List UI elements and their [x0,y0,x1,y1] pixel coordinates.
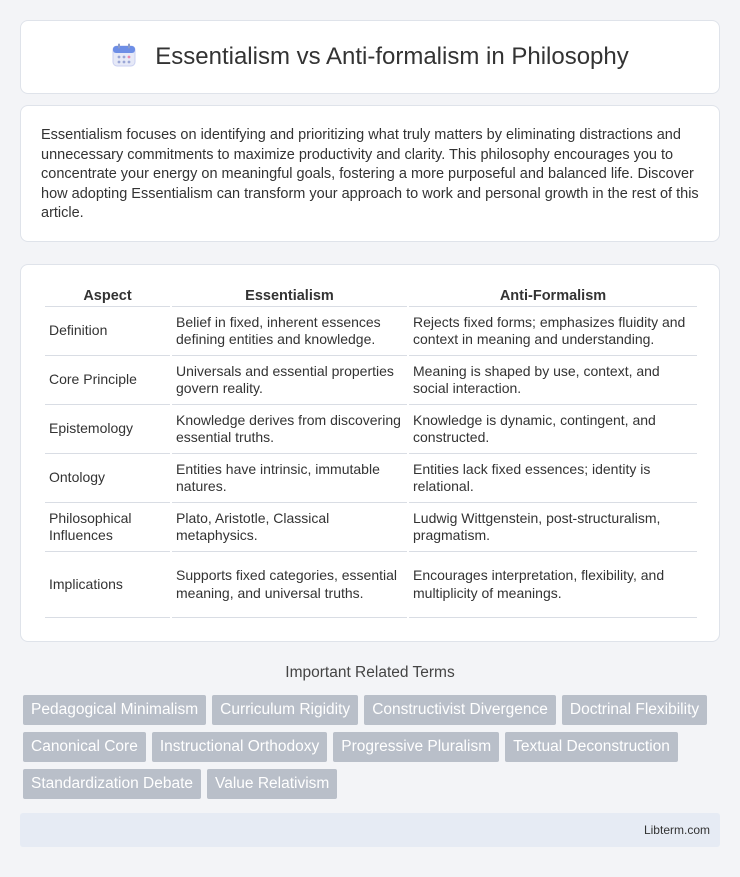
calendar-icon [111,42,137,73]
header-essentialism: Essentialism [172,285,407,307]
related-terms-list [23,695,723,799]
row-anti-formalism: Entities lack fixed essences; identity is relational. [409,454,697,503]
intro-text: Essentialism focuses on identifying and prioritizing what truly matters by eliminating distractions and unnecessary commitments to maximize productivity and clarity. This philosophy encourages you to concentrate your energy on meaningful goals, fostering a more purposeful and balanced life. Discover how adopting Essentialism can transform your approach to work and personal growth in the rest of this article. [41,127,699,222]
related-term-tag[interactable]: Canonical Core [23,732,146,762]
header-aspect: Aspect [45,285,170,307]
table-row [45,405,697,454]
related-term-tag[interactable]: Textual Deconstruction [505,732,678,762]
related-term-tag[interactable]: Curriculum Rigidity [212,695,358,725]
row-essentialism: Supports fixed categories, essential meaning, and universal truths. [172,552,407,618]
footer-site-link[interactable]: Libterm.com [643,823,710,837]
related-term-tag[interactable]: Pedagogical Minimalism [23,695,206,725]
table-row [45,356,697,405]
table-header-row [45,285,697,307]
footer [20,813,720,847]
row-aspect: Implications [45,552,170,618]
row-aspect: Epistemology [45,405,170,454]
header-card [20,20,720,94]
row-essentialism: Belief in fixed, inherent essences defining entities and knowledge. [172,307,407,356]
row-essentialism: Entities have intrinsic, immutable natures. [172,454,407,503]
row-anti-formalism: Knowledge is dynamic, contingent, and constructed. [409,405,697,454]
table-row [45,503,697,552]
row-aspect: Core Principle [45,356,170,405]
intro-card [20,105,720,242]
row-anti-formalism: Encourages interpretation, flexibility, and multiplicity of meanings. [409,552,697,618]
related-term-tag[interactable]: Instructional Orthodoxy [152,732,327,762]
page-title: Essentialism vs Anti-formalism in Philosophy [155,43,629,70]
related-term-tag[interactable]: Value Relativism [207,769,337,799]
table-row [45,552,697,618]
table-row [45,454,697,503]
row-essentialism: Plato, Aristotle, Classical metaphysics. [172,503,407,552]
row-aspect: Philosophical Influences [45,503,170,552]
related-terms-title: Important Related Terms [285,664,455,681]
related-term-tag[interactable]: Standardization Debate [23,769,201,799]
related-term-tag[interactable]: Doctrinal Flexibility [562,695,707,725]
row-anti-formalism: Rejects fixed forms; emphasizes fluidity and context in meaning and understanding. [409,307,697,356]
related-term-tag[interactable]: Progressive Pluralism [333,732,499,762]
row-essentialism: Universals and essential properties govern reality. [172,356,407,405]
table-row [45,307,697,356]
related-term-tag[interactable]: Constructivist Divergence [364,695,556,725]
header-anti-formalism: Anti-Formalism [409,285,697,307]
row-aspect: Definition [45,307,170,356]
comparison-card [20,264,720,642]
comparison-table [43,285,699,618]
row-anti-formalism: Ludwig Wittgenstein, post-structuralism, pragmatism. [409,503,697,552]
row-aspect: Ontology [45,454,170,503]
row-essentialism: Knowledge derives from discovering essential truths. [172,405,407,454]
row-anti-formalism: Meaning is shaped by use, context, and social interaction. [409,356,697,405]
